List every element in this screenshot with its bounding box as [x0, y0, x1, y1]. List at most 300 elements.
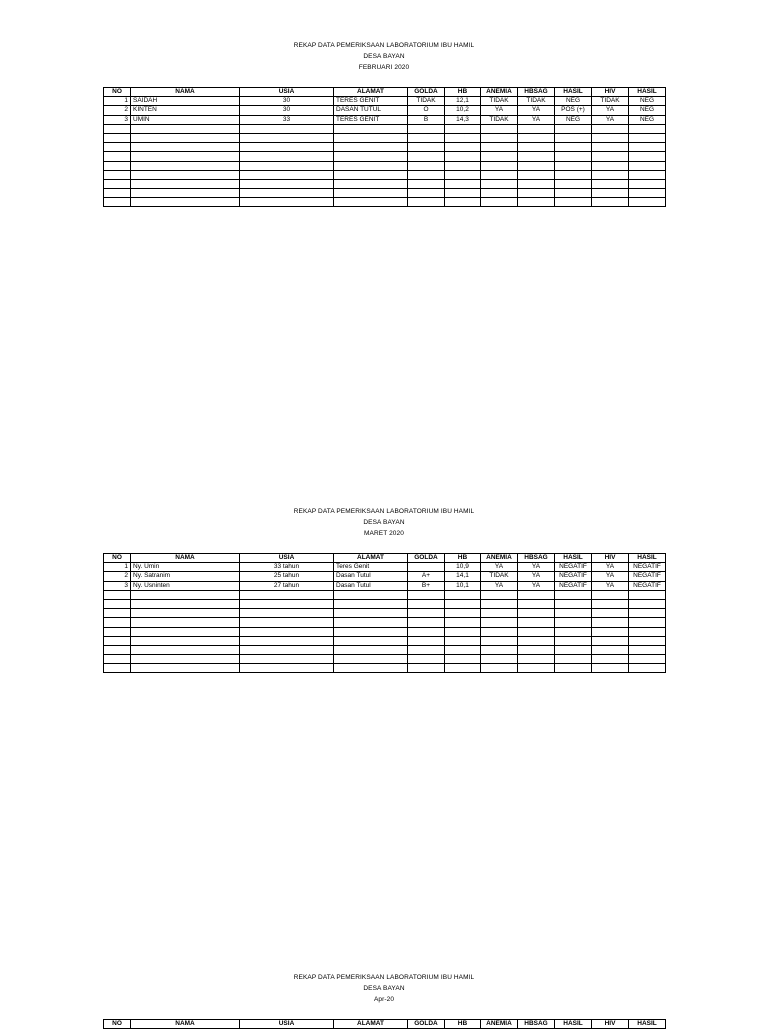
table-cell [518, 170, 555, 179]
table-cell [445, 124, 481, 133]
column-header: HB [445, 1020, 481, 1029]
column-header: HBSAG [518, 554, 555, 563]
table-cell: 10,2 [445, 106, 481, 115]
table-cell [629, 170, 666, 179]
table-cell [408, 161, 445, 170]
table-row [104, 198, 666, 207]
table-cell: NEGATIF [555, 572, 592, 581]
table-cell [334, 152, 408, 161]
table-cell: NEGATIF [629, 563, 666, 572]
table-cell [555, 655, 592, 664]
table-cell [481, 161, 518, 170]
table-row [104, 143, 666, 152]
column-header: HBSAG [518, 1020, 555, 1029]
table-cell [518, 655, 555, 664]
table-cell [334, 143, 408, 152]
table-cell [629, 179, 666, 188]
table-cell [131, 609, 240, 618]
table-row [104, 645, 666, 654]
table-cell [104, 124, 131, 133]
table-cell [131, 645, 240, 654]
table-cell [408, 645, 445, 654]
table-cell [131, 664, 240, 673]
table-cell [555, 161, 592, 170]
column-header: ALAMAT [334, 554, 408, 563]
column-header: ALAMAT [334, 1020, 408, 1029]
table-cell [592, 198, 629, 207]
table-cell [131, 143, 240, 152]
table-cell [629, 152, 666, 161]
column-header: HASIL [629, 88, 666, 97]
table-cell [555, 170, 592, 179]
column-header: NAMA [131, 554, 240, 563]
table-cell [104, 618, 131, 627]
table-cell: TIDAK [481, 115, 518, 124]
table-row [104, 609, 666, 618]
table-cell: 14,1 [445, 572, 481, 581]
table-cell [334, 133, 408, 142]
table-cell [592, 161, 629, 170]
table-cell [240, 161, 334, 170]
table-cell [518, 198, 555, 207]
column-header: NAMA [131, 1020, 240, 1029]
column-header: NO [104, 88, 131, 97]
table-cell [240, 609, 334, 618]
table-cell [481, 143, 518, 152]
table-cell [445, 179, 481, 188]
table-cell [592, 599, 629, 608]
table-cell [629, 618, 666, 627]
column-header: HIV [592, 1020, 629, 1029]
table-cell [518, 161, 555, 170]
table-cell [629, 198, 666, 207]
table-header-row [104, 554, 666, 563]
table-cell [334, 179, 408, 188]
table-cell [592, 664, 629, 673]
table-cell [445, 189, 481, 198]
table-row [104, 618, 666, 627]
table-cell: A+ [408, 572, 445, 581]
report-village: DESA BAYAN [363, 985, 405, 992]
table-row [104, 106, 666, 115]
table-cell [334, 198, 408, 207]
table-cell [592, 645, 629, 654]
table-cell [518, 133, 555, 142]
table-cell [240, 198, 334, 207]
table-row [104, 581, 666, 590]
table-row [104, 133, 666, 142]
table-cell [104, 627, 131, 636]
table-cell [481, 170, 518, 179]
table-cell: DASAN TUTUL [334, 106, 408, 115]
table-cell [481, 124, 518, 133]
table-cell [555, 179, 592, 188]
table-cell [481, 664, 518, 673]
table-header-row [104, 88, 666, 97]
table-cell: 3 [104, 115, 131, 124]
table-cell [481, 627, 518, 636]
table-cell [408, 198, 445, 207]
table-cell [445, 655, 481, 664]
table-row [104, 189, 666, 198]
table-cell: KINTEN [131, 106, 240, 115]
table-cell: TIDAK [592, 97, 629, 106]
table-cell: YA [481, 563, 518, 572]
table-cell [131, 636, 240, 645]
table-cell [334, 645, 408, 654]
table-cell [445, 170, 481, 179]
table-cell [445, 636, 481, 645]
table-cell [131, 170, 240, 179]
table-cell [240, 627, 334, 636]
table-cell: 2 [104, 572, 131, 581]
table-cell: 14,3 [445, 115, 481, 124]
table-cell: YA [592, 563, 629, 572]
column-header: NO [104, 1020, 131, 1029]
table-cell [104, 645, 131, 654]
column-header: HASIL [555, 88, 592, 97]
column-header: ANEMIA [481, 88, 518, 97]
table-cell [629, 124, 666, 133]
table-cell: NEG [555, 115, 592, 124]
table-cell [555, 124, 592, 133]
table-cell [555, 618, 592, 627]
table-cell [240, 152, 334, 161]
table-cell [592, 179, 629, 188]
table-cell [131, 618, 240, 627]
table-cell [240, 655, 334, 664]
table-cell [445, 133, 481, 142]
table-cell [555, 189, 592, 198]
table-cell [131, 161, 240, 170]
lab-table-feb [103, 87, 666, 207]
table-cell [334, 170, 408, 179]
table-cell: UMIN [131, 115, 240, 124]
table-cell [445, 143, 481, 152]
column-header: GOLDA [408, 554, 445, 563]
table-cell [592, 143, 629, 152]
table-cell [518, 645, 555, 654]
table-cell [408, 590, 445, 599]
column-header: HASIL [555, 1020, 592, 1029]
table-cell [104, 590, 131, 599]
table-cell: 3 [104, 581, 131, 590]
table-cell: NEG [555, 97, 592, 106]
table-cell [592, 152, 629, 161]
report-section-apr [0, 972, 768, 1005]
table-cell [408, 655, 445, 664]
table-cell [334, 655, 408, 664]
table-cell [592, 189, 629, 198]
table-cell [408, 179, 445, 188]
table-cell: Ny. Satranim [131, 572, 240, 581]
table-cell: Teres Genit [334, 563, 408, 572]
table-row [104, 636, 666, 645]
table-cell [629, 590, 666, 599]
table-cell [408, 618, 445, 627]
table-cell [240, 124, 334, 133]
table-row [104, 152, 666, 161]
column-header: USIA [240, 88, 334, 97]
table-cell: YA [518, 581, 555, 590]
table-cell: NEG [629, 97, 666, 106]
table-cell [240, 143, 334, 152]
table-cell [408, 664, 445, 673]
table-cell [131, 189, 240, 198]
table-cell [131, 655, 240, 664]
table-cell [408, 563, 445, 572]
table-cell [131, 627, 240, 636]
table-cell [518, 590, 555, 599]
lab-table-mar [103, 553, 666, 673]
table-cell [131, 133, 240, 142]
table-cell [104, 179, 131, 188]
table-cell [555, 664, 592, 673]
table-cell [555, 590, 592, 599]
table-cell [445, 599, 481, 608]
table-cell [555, 198, 592, 207]
table-cell [445, 590, 481, 599]
report-village: DESA BAYAN [363, 53, 405, 60]
table-cell [481, 609, 518, 618]
table-cell [629, 133, 666, 142]
table-cell [408, 636, 445, 645]
table-cell [518, 627, 555, 636]
table-cell [518, 636, 555, 645]
table-cell [555, 152, 592, 161]
column-header: HASIL [629, 1020, 666, 1029]
column-header: USIA [240, 1020, 334, 1029]
table-cell: 33 [240, 115, 334, 124]
table-cell [104, 664, 131, 673]
table-cell [240, 618, 334, 627]
table-cell [518, 179, 555, 188]
table-cell [518, 152, 555, 161]
table-cell [240, 636, 334, 645]
table-cell: YA [592, 581, 629, 590]
table-cell [629, 143, 666, 152]
table-cell [445, 161, 481, 170]
table-cell [445, 618, 481, 627]
table-cell [629, 627, 666, 636]
table-cell: TERES GENIT [334, 115, 408, 124]
table-cell [592, 627, 629, 636]
lab-table-apr [103, 1019, 666, 1029]
table-cell [334, 609, 408, 618]
table-cell: YA [518, 572, 555, 581]
table-cell: YA [518, 115, 555, 124]
table-cell: YA [481, 106, 518, 115]
table-cell [104, 609, 131, 618]
column-header: HIV [592, 88, 629, 97]
report-period: Apr-20 [373, 996, 395, 1003]
table-cell: 10,9 [445, 563, 481, 572]
table-cell: B+ [408, 581, 445, 590]
report-section-feb [0, 40, 768, 73]
table-cell: Dasan Tutul [334, 572, 408, 581]
table-cell [408, 170, 445, 179]
table-cell [518, 124, 555, 133]
table-cell [481, 198, 518, 207]
column-header: HBSAG [518, 88, 555, 97]
table-cell [518, 599, 555, 608]
table-cell [445, 645, 481, 654]
table-cell [104, 655, 131, 664]
table-cell [131, 198, 240, 207]
table-row [104, 572, 666, 581]
table-cell [240, 189, 334, 198]
table-cell [334, 618, 408, 627]
table-cell [445, 609, 481, 618]
table-cell: TIDAK [518, 97, 555, 106]
report-village: DESA BAYAN [363, 519, 405, 526]
table-cell [131, 179, 240, 188]
column-header: GOLDA [408, 1020, 445, 1029]
column-header: HIV [592, 554, 629, 563]
table-cell: 33 tahun [240, 563, 334, 572]
table-cell [334, 189, 408, 198]
table-cell [592, 655, 629, 664]
table-cell [240, 179, 334, 188]
table-cell [592, 636, 629, 645]
table-row [104, 124, 666, 133]
table-cell [408, 189, 445, 198]
table-cell [408, 143, 445, 152]
table-cell [334, 161, 408, 170]
report-section-mar [0, 506, 768, 539]
table-cell [334, 664, 408, 673]
table-cell [131, 590, 240, 599]
table-row [104, 599, 666, 608]
table-cell [334, 627, 408, 636]
table-cell [104, 599, 131, 608]
table-cell [481, 618, 518, 627]
table-cell [555, 609, 592, 618]
table-cell [629, 161, 666, 170]
table-cell [408, 133, 445, 142]
table-row [104, 161, 666, 170]
table-cell [240, 599, 334, 608]
table-cell: Ny. Usninten [131, 581, 240, 590]
table-cell [240, 590, 334, 599]
table-cell: 12,1 [445, 97, 481, 106]
report-title: REKAP DATA PEMERIKSAAN LABORATORIUM IBU HAMIL [293, 974, 475, 981]
table-cell [104, 189, 131, 198]
table-row [104, 590, 666, 599]
table-cell [555, 143, 592, 152]
table-cell: Dasan Tutul [334, 581, 408, 590]
table-cell [629, 645, 666, 654]
table-cell [481, 179, 518, 188]
table-cell [481, 133, 518, 142]
table-cell [481, 636, 518, 645]
table-cell: TIDAK [408, 97, 445, 106]
report-period: FEBRUARI 2020 [358, 64, 410, 71]
table-cell: NEG [629, 106, 666, 115]
column-header: ANEMIA [481, 554, 518, 563]
table-cell: YA [592, 115, 629, 124]
table-cell [445, 198, 481, 207]
table-row [104, 115, 666, 124]
table-cell [518, 618, 555, 627]
column-header: GOLDA [408, 88, 445, 97]
table-cell: YA [518, 563, 555, 572]
table-cell: YA [592, 572, 629, 581]
table-cell [104, 636, 131, 645]
table-cell: NEGATIF [555, 581, 592, 590]
table-row [104, 655, 666, 664]
table-cell: 2 [104, 106, 131, 115]
table-cell [131, 599, 240, 608]
table-cell: POS (+) [555, 106, 592, 115]
table-cell [408, 627, 445, 636]
table-cell [592, 609, 629, 618]
table-cell [629, 664, 666, 673]
table-cell [445, 152, 481, 161]
table-cell [445, 627, 481, 636]
table-row [104, 97, 666, 106]
table-cell [481, 152, 518, 161]
table-cell: 10,1 [445, 581, 481, 590]
table-row [104, 170, 666, 179]
table-cell [334, 599, 408, 608]
table-cell [555, 627, 592, 636]
table-cell [629, 599, 666, 608]
table-cell: TIDAK [481, 97, 518, 106]
table-cell [592, 618, 629, 627]
report-title: REKAP DATA PEMERIKSAAN LABORATORIUM IBU HAMIL [293, 508, 475, 515]
column-header: HB [445, 554, 481, 563]
table-cell [555, 636, 592, 645]
table-cell: NEG [629, 115, 666, 124]
table-cell [131, 152, 240, 161]
table-cell: YA [592, 106, 629, 115]
table-cell: 30 [240, 106, 334, 115]
table-cell [629, 189, 666, 198]
table-cell [629, 636, 666, 645]
table-cell [629, 609, 666, 618]
table-cell [518, 189, 555, 198]
table-cell [592, 124, 629, 133]
table-cell [104, 170, 131, 179]
table-cell [518, 609, 555, 618]
table-cell [104, 161, 131, 170]
table-cell: NEGATIF [629, 572, 666, 581]
column-header: NAMA [131, 88, 240, 97]
table-cell: Ny. Umin [131, 563, 240, 572]
table-row [104, 179, 666, 188]
table-cell: O [408, 106, 445, 115]
table-cell [481, 590, 518, 599]
table-cell [629, 655, 666, 664]
table-cell [334, 590, 408, 599]
table-cell [104, 198, 131, 207]
table-cell: 30 [240, 97, 334, 106]
table-cell [408, 599, 445, 608]
report-title: REKAP DATA PEMERIKSAAN LABORATORIUM IBU HAMIL [293, 42, 475, 49]
table-cell [481, 645, 518, 654]
table-cell [408, 124, 445, 133]
table-cell: 1 [104, 97, 131, 106]
table-cell: YA [481, 581, 518, 590]
table-cell [408, 152, 445, 161]
table-cell [334, 636, 408, 645]
table-cell [592, 170, 629, 179]
table-cell [131, 124, 240, 133]
table-cell [592, 133, 629, 142]
column-header: ANEMIA [481, 1020, 518, 1029]
table-cell: 25 tahun [240, 572, 334, 581]
